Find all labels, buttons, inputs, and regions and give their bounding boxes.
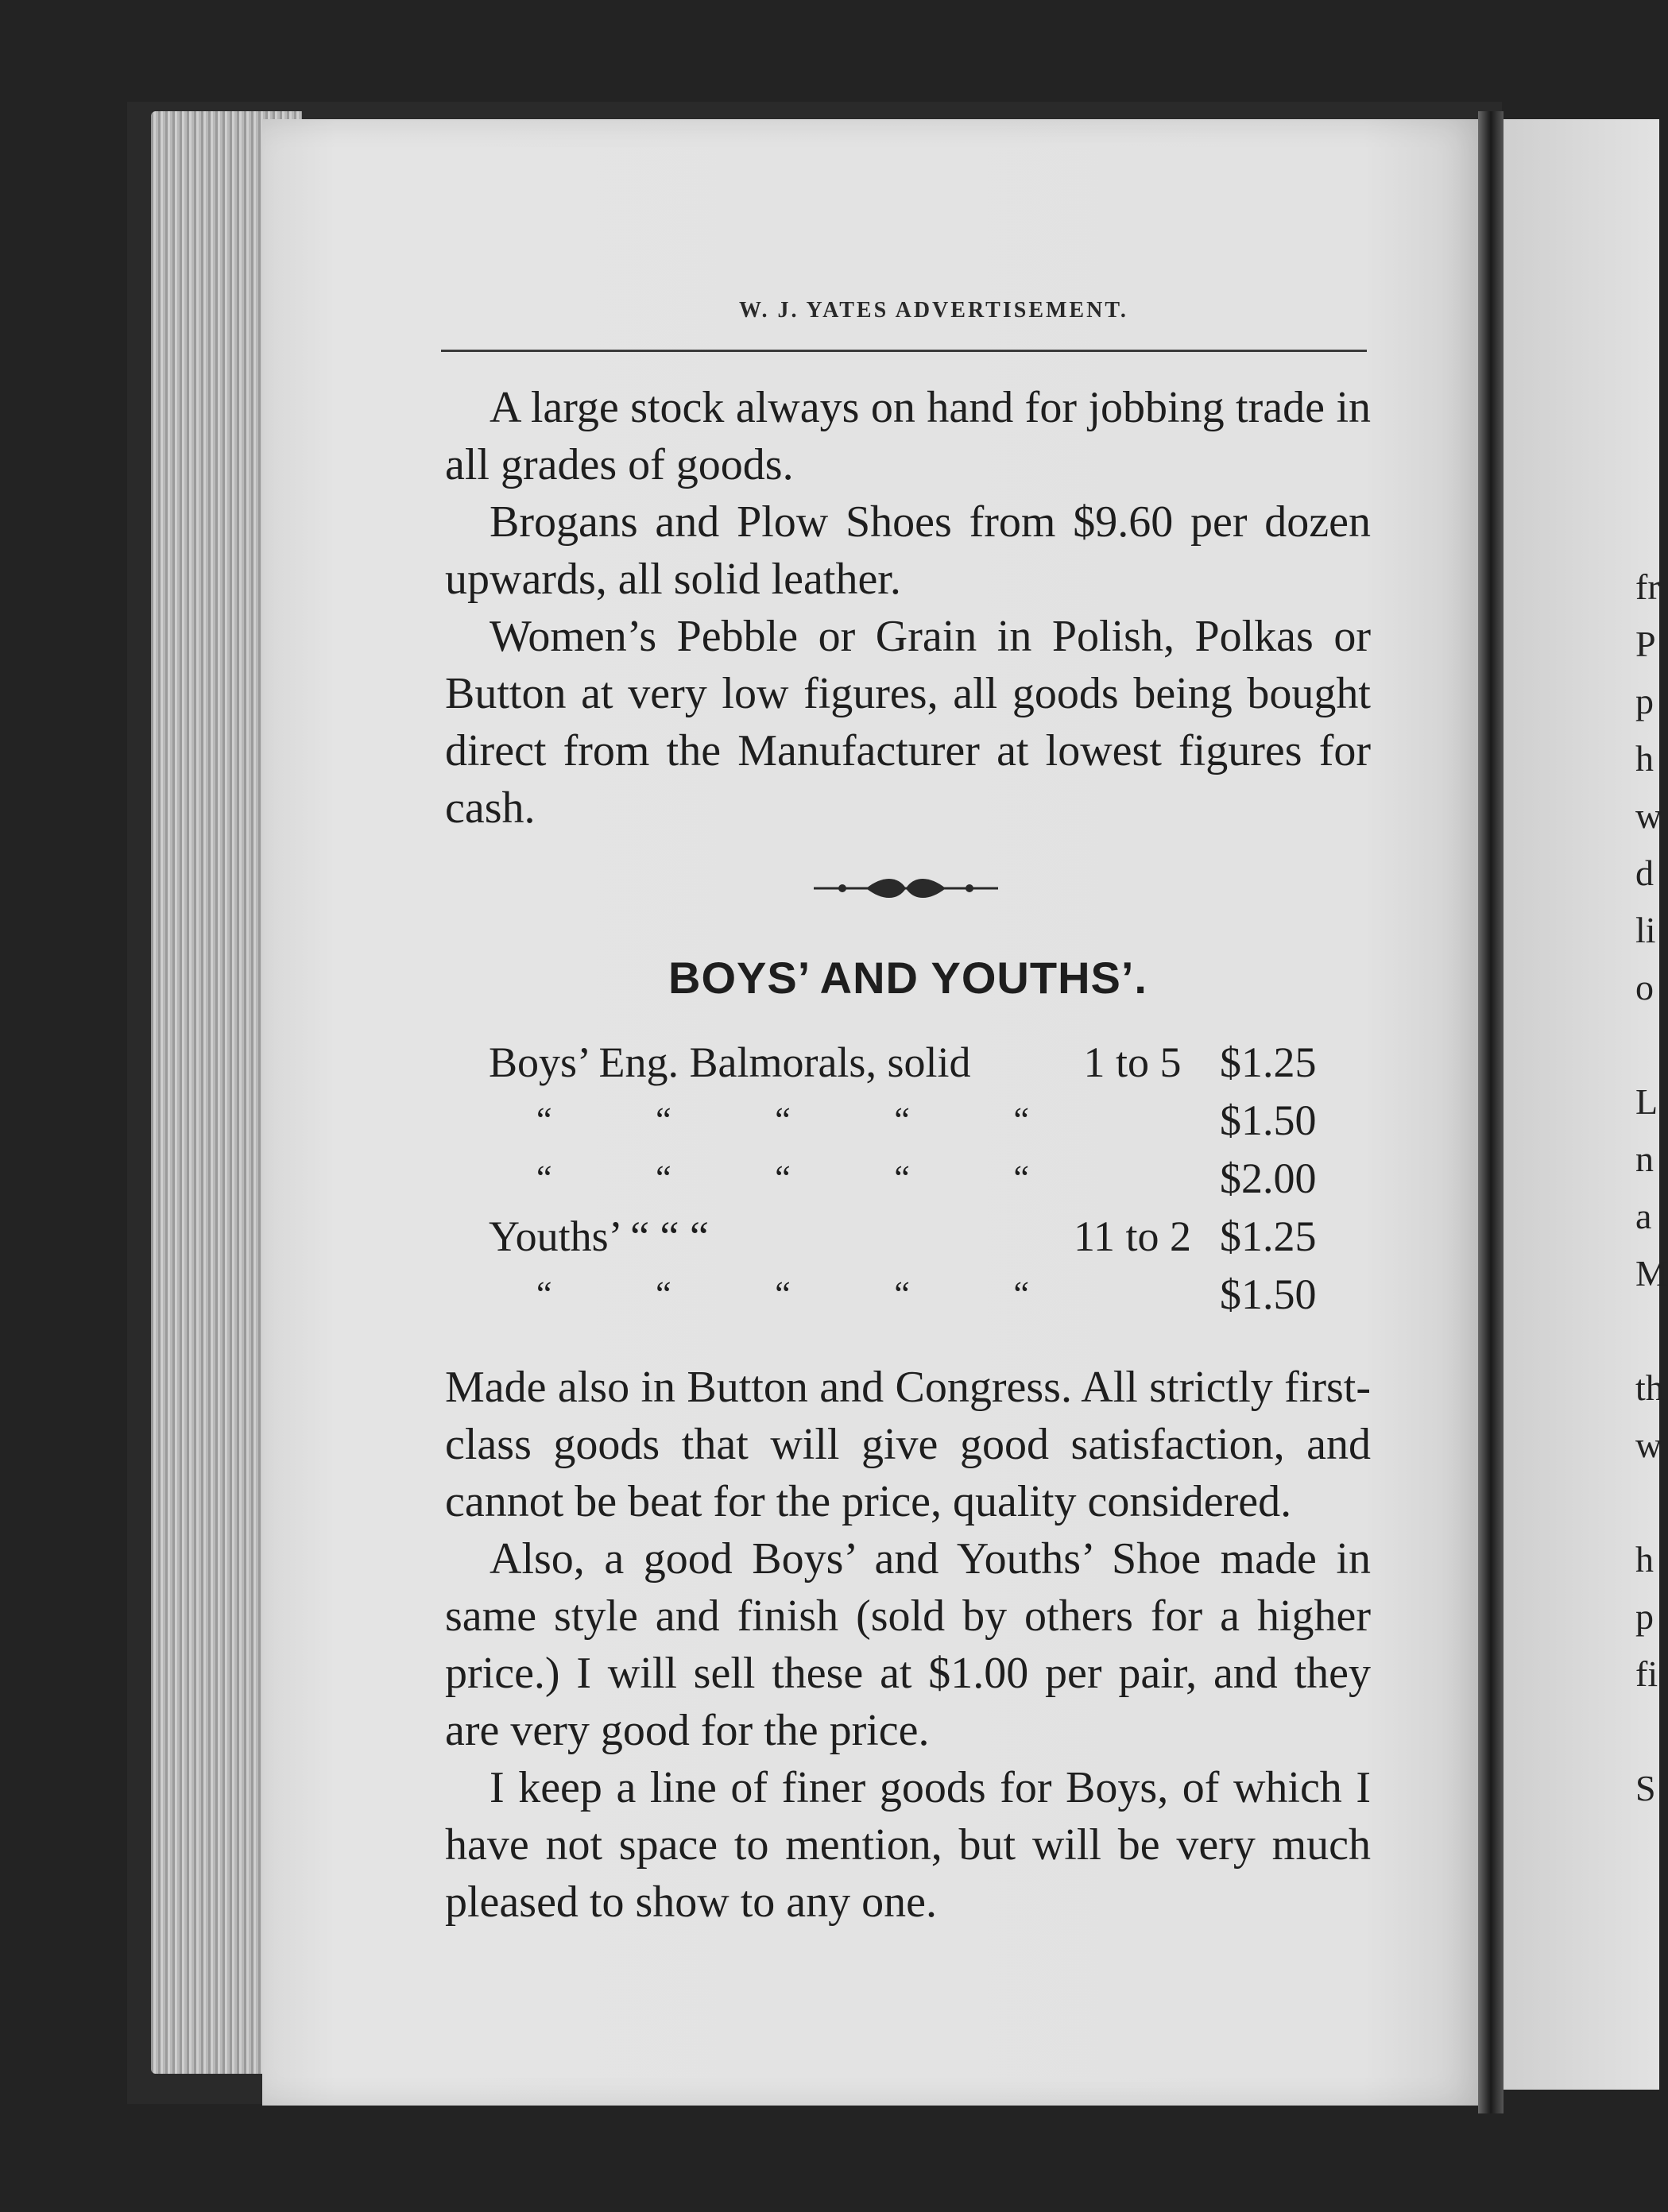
item-price: $2.00 [1220, 1154, 1317, 1202]
fragment-line: d [1635, 853, 1654, 893]
fragment-line: P [1635, 624, 1656, 664]
ornament-divider-icon [811, 874, 1001, 903]
intro-paragraph: Brogans and Plow Shoes from $9.60 per dozen upwards, all solid leather. [445, 497, 1371, 604]
ditto-mark: “ [894, 1158, 910, 1197]
price-row [489, 1033, 1371, 1091]
closing-paragraph: Also, a good Boys’ and Youths’ Shoe made in same style and finish (sold by others for a higher price.) I will sell these at $1.00 per pair, and they are very good for the price. [445, 1534, 1371, 1755]
fragment-line: h [1635, 1539, 1654, 1580]
fragment-line: M [1635, 1253, 1668, 1294]
item-price: $1.25 [1220, 1212, 1317, 1260]
fragment-line: w [1635, 1425, 1662, 1465]
item-sizes [1045, 1265, 1220, 1323]
ditto-mark: “ [536, 1158, 552, 1197]
ditto-mark: “ [894, 1100, 910, 1139]
item-description: Youths’ “ “ “ [489, 1212, 709, 1260]
fragment-line: o [1635, 967, 1654, 1007]
ditto-mark: “ [894, 1274, 910, 1313]
item-price: $1.50 [1220, 1096, 1317, 1144]
price-list-table [489, 1033, 1371, 1323]
ditto-mark: “ [775, 1158, 791, 1197]
fragment-line [1635, 1481, 1667, 1538]
item-description: Boys’ Eng. Balmorals, solid [489, 1038, 971, 1086]
ditto-marks [489, 1274, 1045, 1314]
closing-paragraph: Made also in Button and Congress. All strictly first-class goods that will give good satisfaction, and cannot be beat for the price, quality considered. [445, 1363, 1371, 1526]
running-head: W. J. YATES ADVERTISEMENT. [739, 298, 1128, 323]
fragment-line: S [1635, 1768, 1656, 1808]
item-price: $1.25 [1220, 1038, 1317, 1086]
ditto-mark: “ [775, 1100, 791, 1139]
intro-paragraph: Women’s Pebble or Grain in Polish, Polkas or Button at very low figures, all goods being bought direct from the Manufacturer at lowest figures for cash. [445, 612, 1371, 833]
price-row [489, 1265, 1371, 1323]
price-row [489, 1207, 1371, 1265]
ditto-mark: “ [1013, 1100, 1029, 1139]
intro-paragraph: A large stock always on hand for jobbing trade in all grades of goods. [445, 383, 1371, 489]
fragment-line: li [1635, 910, 1656, 950]
ditto-mark: “ [536, 1274, 552, 1313]
item-description [489, 1091, 1045, 1149]
ditto-mark: “ [536, 1100, 552, 1139]
fragment-line [1635, 1710, 1667, 1767]
ditto-mark: “ [656, 1274, 671, 1313]
fragment-line: p [1635, 1596, 1654, 1637]
intro-text [445, 379, 1371, 837]
fragment-line: fi [1635, 1653, 1658, 1694]
fragment-line: a [1635, 1196, 1652, 1236]
book-gutter [1478, 111, 1504, 2113]
fragment-line: fr [1635, 567, 1660, 607]
item-sizes: 1 to 5 [1083, 1038, 1182, 1086]
fragment-line: p [1635, 681, 1654, 721]
fragment-line: th [1635, 1367, 1664, 1408]
facing-page-fragment [1635, 566, 1667, 1824]
header-rule [441, 350, 1367, 352]
fragment-line: h [1635, 738, 1654, 779]
ditto-mark: “ [1013, 1158, 1029, 1197]
price-row [489, 1149, 1371, 1207]
ditto-mark: “ [656, 1100, 671, 1139]
fragment-line: L [1635, 1081, 1658, 1122]
item-sizes: 11 to 2 [1074, 1212, 1191, 1260]
price-row [489, 1091, 1371, 1149]
fragment-line [1635, 1023, 1667, 1081]
closing-paragraph: I keep a line of finer goods for Boys, of which I have not space to mention, but will be very much pleased to show to any one. [445, 1763, 1371, 1927]
item-description [489, 1149, 1045, 1207]
ditto-mark: “ [1013, 1274, 1029, 1313]
ditto-marks [489, 1100, 1045, 1140]
ditto-mark: “ [656, 1158, 671, 1197]
item-price: $1.50 [1220, 1270, 1317, 1318]
fragment-line: w [1635, 795, 1662, 836]
fragment-line: n [1635, 1139, 1654, 1179]
item-sizes [1045, 1091, 1220, 1149]
ditto-marks [489, 1158, 1045, 1198]
fragment-line [1635, 1309, 1667, 1367]
section-heading: BOYS’ AND YOUTHS’. [668, 953, 1147, 1003]
item-description [489, 1265, 1045, 1323]
item-sizes [1045, 1149, 1220, 1207]
closing-text [445, 1359, 1371, 1931]
ditto-mark: “ [775, 1274, 791, 1313]
